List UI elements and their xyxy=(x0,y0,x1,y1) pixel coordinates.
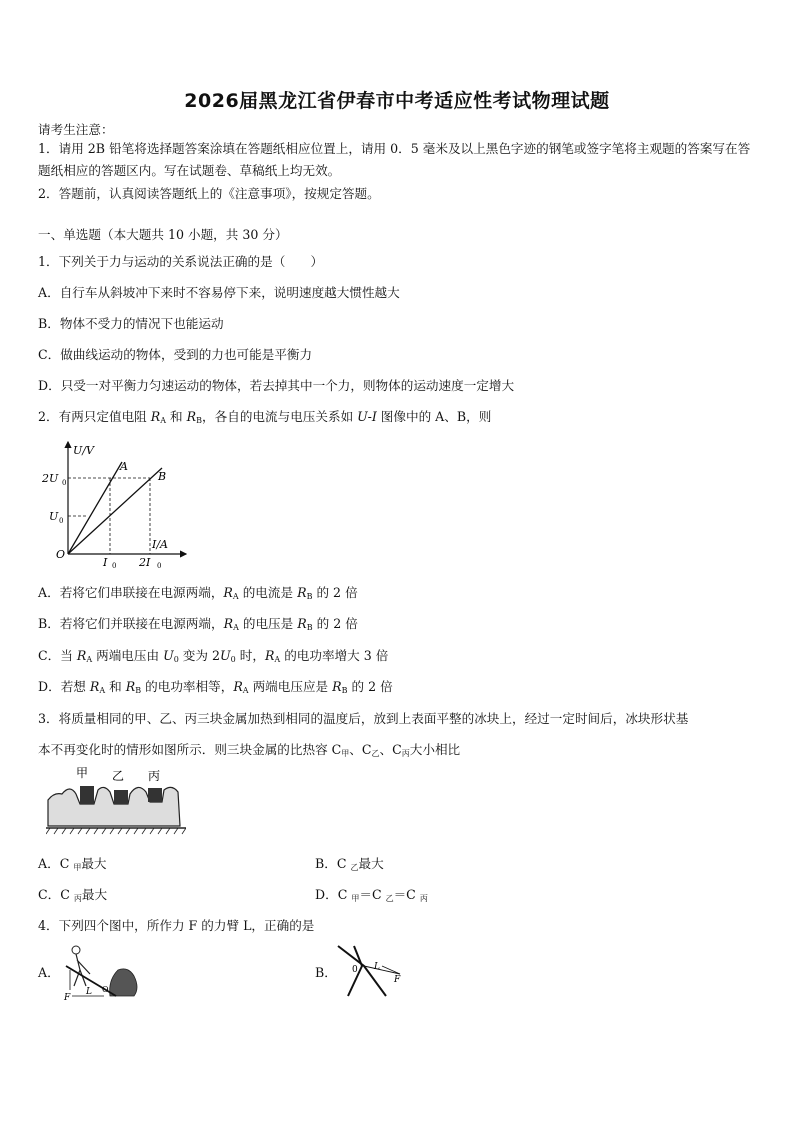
q1-option-c: C．做曲线运动的物体，受到的力也可能是平衡力 xyxy=(38,347,313,362)
page-title: 2026届黑龙江省伊春市中考适应性考试物理试题 xyxy=(184,90,610,112)
q3-stem-line2: 本不再变化时的情形如图所示．则三块金属的比热容 $C_甲$、$C_乙$、$C_丙$大小相比 xyxy=(38,742,461,758)
person-head xyxy=(72,946,80,954)
label-b: B xyxy=(158,470,167,483)
label-a: A xyxy=(120,460,128,473)
q2-option-a: A．若将它们串联接在电源两端，$R_A$ 的电流是 $R_B$ 的 2 倍 xyxy=(38,585,358,601)
label-bing: 丙 xyxy=(148,769,161,783)
q4-option-b-label: B． xyxy=(315,965,337,980)
fig-b-o: 0 xyxy=(352,965,358,975)
metal-jia xyxy=(80,786,94,804)
person-body xyxy=(74,954,90,986)
label-yi: 乙 xyxy=(112,769,125,783)
q1-option-b: B．物体不受力的情况下也能运动 xyxy=(38,316,224,331)
q2-option-b: B．若将它们并联接在电源两端，$R_A$ 的电压是 $R_B$ 的 2 倍 xyxy=(38,616,358,632)
section-heading: 一、单选题（本大题共 10 小题，共 30 分） xyxy=(38,227,288,242)
q3-option-d: D．C $_甲$＝C $_乙$＝C $_丙$ xyxy=(315,887,428,903)
metal-bing xyxy=(148,788,162,802)
force-f xyxy=(382,966,400,974)
q3-option-c: C．C $_丙$最大 xyxy=(38,887,108,903)
notice-item-2: 2．答题前，认真阅读答题纸上的《注意事项》，按规定答题。 xyxy=(38,186,380,201)
fig-a-l: L xyxy=(86,987,92,997)
y-tick-u0-sub: 0 xyxy=(59,517,64,525)
line-a xyxy=(68,462,122,554)
q4-figure-b xyxy=(334,942,406,1000)
origin-label: O xyxy=(56,548,66,561)
q2-option-c: C．当 $R_A$ 两端电压由 $U_0$ 变为 $2U_0$ 时，$R_A$ 的电功率增大 3 倍 xyxy=(38,648,389,664)
q2-stem: 2．有两只定值电阻 $R_A$ 和 $R_B$，各自的电流与电压关系如 U-I 图像中的 A、B，则 xyxy=(38,409,492,425)
q3-ice-figure xyxy=(46,764,186,836)
fig-b-l: L xyxy=(374,962,380,972)
x-tick-i0-sub: 0 xyxy=(112,562,117,568)
q3-stem-line1: 3．将质量相同的甲、乙、丙三块金属加热到相同的温度后，放到上表面平整的冰块上，经过一定时间后，冰块形状基 xyxy=(38,711,689,726)
q4-option-a-label: A． xyxy=(38,965,60,980)
x-tick-i0: I xyxy=(103,556,108,568)
q3-option-b: B．C $_乙$最大 xyxy=(315,856,384,872)
y-axis-label: U/V xyxy=(73,444,94,457)
label-jia: 甲 xyxy=(76,766,89,780)
y-tick-u0: U xyxy=(49,510,59,523)
y-tick-2u0: 2U xyxy=(42,472,59,485)
fig-a-o: O xyxy=(102,985,109,994)
q3-option-a: A．C $_甲$最大 xyxy=(38,856,107,872)
q4-stem: 4．下列四个图中，所作力 F 的力臂 L，正确的是 xyxy=(38,918,315,933)
q2-ui-graph xyxy=(40,436,190,568)
q2-option-d: D．若想 $R_A$ 和 $R_B$ 的电功率相等，$R_A$ 两端电压应是 $R_B$ 的 2 倍 xyxy=(38,679,393,695)
q4-figure-a xyxy=(60,940,140,1002)
rock xyxy=(110,969,137,996)
q1-option-a: A．自行车从斜坡冲下来时不容易停下来，说明速度越大惯性越大 xyxy=(38,285,400,300)
y-tick-2u0-sub: 0 xyxy=(62,479,67,487)
fig-b-f: F xyxy=(394,975,401,985)
table-hatch xyxy=(46,828,186,834)
fig-a-f: F xyxy=(64,993,71,1002)
x-tick-2i0-sub: 0 xyxy=(157,562,162,568)
x-axis-label: I/A xyxy=(152,538,168,551)
notice-item-1: 1．请用 2B 铅笔将选择题答案涂填在答题纸相应位置上，请用 0．5 毫米及以上黑色字迹的钢笔或签字笔将主观题的答案写在答题纸相应的答题区内。写在试题卷、草稿纸上均无效。 xyxy=(38,141,751,178)
q1-stem: 1．下列关于力与运动的关系说法正确的是（ ） xyxy=(38,254,324,269)
metal-yi xyxy=(114,790,128,804)
line-b xyxy=(68,468,162,554)
q1-option-d: D．只受一对平衡力匀速运动的物体，若去掉其中一个力，则物体的运动速度一定增大 xyxy=(38,378,515,393)
notice-heading: 请考生注意： xyxy=(38,122,114,137)
x-tick-2i0: 2I xyxy=(139,556,151,568)
